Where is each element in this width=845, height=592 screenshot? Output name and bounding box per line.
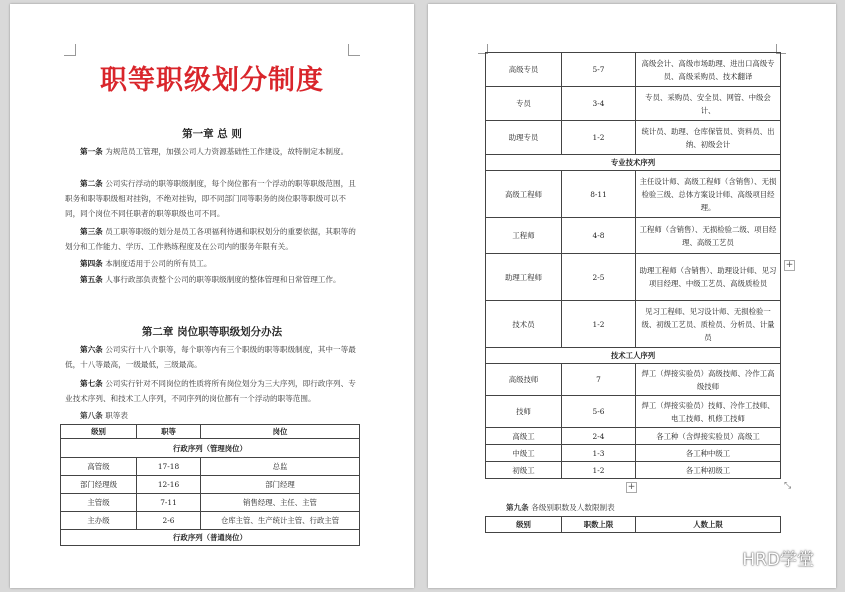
caption-text: 职等表 [105,411,128,420]
section-title: 技术工人序列 [486,348,781,364]
article-number: 第九条 [506,503,529,512]
section-title: 专业技术序列 [486,155,781,171]
article-9 [506,502,615,513]
cell-grade: 2-5 [562,254,636,301]
table-row[interactable] [486,445,781,462]
table-header-row [61,425,360,439]
cell-grade: 4-8 [562,218,636,254]
article-number: 第七条 [80,379,103,388]
wechat-icon [711,547,737,569]
section-row [486,155,781,171]
section-row [61,439,360,458]
table-row[interactable] [486,171,781,218]
cell-level: 高级工 [486,428,562,445]
header-level: 级别 [61,425,137,439]
table-row[interactable] [486,218,781,254]
cell-grade: 12-16 [137,476,201,494]
cell-post: 仓库主管、生产统计主管、行政主管 [201,512,360,530]
add-row-button[interactable]: + [627,482,636,492]
table-row[interactable] [486,301,781,348]
cell-level: 助理工程师 [486,254,562,301]
cell-level: 主管级 [61,494,137,512]
article-text: 公司实行浮动的职等职级制度，每个岗位都有一个浮动的职等职级范围，且职务和职等职级相对挂钩，不绝对挂钩，即不同部门同等职务的岗位职等职级可以不同，同个岗位不同任职者的职等职级也可不同。 [65,179,356,218]
cell-post: 助理工程师（含销售）、助理设计师、见习项目经理、中级工艺员、高级质检员 [636,254,781,301]
cell-grade: 1-2 [562,462,636,479]
cell-level: 技术员 [486,301,562,348]
table-row[interactable] [61,476,360,494]
chapter-1-heading: 第一章 总 则 [182,128,242,140]
article-number: 第四条 [80,259,103,268]
cell-grade: 2-4 [562,428,636,445]
header-level: 级别 [486,517,562,533]
cell-grade: 7 [562,364,636,396]
table-resize-handle[interactable]: ⤡ [784,481,792,491]
cell-post: 统计员、助理、仓库保管员、资料员、出纳、初级会计 [636,121,781,155]
cell-post: 各工种初级工 [636,462,781,479]
cell-grade: 1-3 [562,445,636,462]
article-number: 第五条 [80,275,103,284]
watermark [711,545,814,570]
cell-post: 销售经理、主任、主管 [201,494,360,512]
table-row[interactable] [61,512,360,530]
cell-grade: 7-11 [137,494,201,512]
article-number: 第八条 [80,411,103,420]
watermark-text: HRD学堂 [742,550,814,570]
caption-text: 各级别职数及人数限制表 [531,503,615,512]
table-caption [80,410,128,421]
table-row[interactable] [61,458,360,476]
cell-post: 焊工（焊接实验员）高级技师、冷作工高级技师 [636,364,781,396]
article-2[interactable] [65,176,360,221]
cell-post: 见习工程师、见习设计师、无损检验一级、初级工艺员、质检员、分析员、计量员 [636,301,781,348]
cell-level: 专员 [486,87,562,121]
cell-level: 高级技师 [486,364,562,396]
cell-grade: 2-6 [137,512,201,530]
table-row[interactable] [486,53,781,87]
cell-post: 焊工（焊接实验员）技师、冷作工技师、电工技师、机修工技师 [636,396,781,428]
add-column-button[interactable]: + [785,260,794,270]
article-6[interactable] [65,342,360,372]
document-page-1 [10,4,414,588]
cell-level: 高级工程师 [486,171,562,218]
article-text: 公司实行十八个职等，每个职等内有三个职级的职等职级制度，其中一等最低，十八等最高，一级最低，三级最高。 [65,345,356,369]
grade-table-part-2[interactable] [485,52,781,479]
table-row[interactable] [486,254,781,301]
cell-level: 技师 [486,396,562,428]
header-grade: 职等 [137,425,201,439]
article-text: 员工职等职级的划分是员工各项福利待遇和职权划分的重要依据，其职等的划分和工作能力、学历、工作熟练程度及在公司内的服务年限有关。 [65,227,356,251]
article-number: 第六条 [80,345,103,354]
table-row[interactable] [486,462,781,479]
cell-post: 工程师（含销售）、无损检验二级、项目经理、高级工艺员 [636,218,781,254]
table-row[interactable] [486,396,781,428]
cell-level: 助理专员 [486,121,562,155]
article-7[interactable] [65,376,360,406]
cell-post: 各工种（含焊接实验员）高级工 [636,428,781,445]
article-1[interactable] [65,144,360,159]
margin-mark-top-left [64,44,76,56]
cell-grade: 5-6 [562,396,636,428]
section-row [61,530,360,546]
article-text: 为规范员工管理，加强公司人力资源基础性工作建设，故特制定本制度。 [105,147,349,156]
header-position-limit: 职数上限 [562,517,636,533]
cell-post: 高级会计、高级市场助理、进出口高级专员、高级采购员、技术翻译 [636,53,781,87]
table-row[interactable] [486,121,781,155]
article-3[interactable] [65,224,360,254]
cell-level: 高管级 [61,458,137,476]
cell-grade: 5-7 [562,53,636,87]
table-row[interactable] [486,428,781,445]
cell-grade: 8-11 [562,171,636,218]
article-5[interactable] [65,272,360,287]
document-page-2 [428,4,836,588]
grade-table-part-1[interactable] [60,424,360,546]
headcount-table[interactable] [485,516,781,533]
margin-mark-top-right [348,44,360,56]
article-number: 第二条 [80,179,103,188]
cell-level: 高级专员 [486,53,562,87]
cell-level: 工程师 [486,218,562,254]
article-number: 第一条 [80,147,103,156]
article-number: 第三条 [80,227,103,236]
table-header-row [486,517,781,533]
chapter-2-heading: 第二章 岗位职等职级划分办法 [141,326,283,338]
cell-grade: 17-18 [137,458,201,476]
cell-grade: 1-2 [562,301,636,348]
table-row[interactable] [486,87,781,121]
article-text: 本制度适用于公司的所有员工。 [105,259,212,268]
header-headcount-limit: 人数上限 [636,517,781,533]
section-row [486,348,781,364]
cell-level: 主办级 [61,512,137,530]
cell-level: 中级工 [486,445,562,462]
cell-level: 初级工 [486,462,562,479]
table-row[interactable] [486,364,781,396]
cell-post: 主任设计师、高级工程师（含销售）、无损检验三级、总体方案设计师、高级项目经理。 [636,171,781,218]
header-post: 岗位 [201,425,360,439]
section-title: 行政序列（管理岗位） [61,439,360,458]
cell-post: 各工种中级工 [636,445,781,462]
table-row[interactable] [61,494,360,512]
cell-level: 部门经理级 [61,476,137,494]
article-text: 公司实行针对不同岗位的性质将所有岗位划分为三大序列，即行政序列、专业技术序列、和技术工人序列，不同序列的岗位都有一个浮动的职等范围。 [65,379,356,403]
article-text: 人事行政部负责整个公司的职等职级制度的整体管理和日常管理工作。 [105,275,341,284]
cell-post: 总监 [201,458,360,476]
document-title: 职等职级划分制度 [100,65,324,96]
section-title: 行政序列（普通岗位） [61,530,360,546]
cell-post: 专员、采购员、安全员、网管、中级会计、 [636,87,781,121]
article-4[interactable] [65,256,360,271]
cell-grade: 1-2 [562,121,636,155]
cell-grade: 3-4 [562,87,636,121]
cell-post: 部门经理 [201,476,360,494]
